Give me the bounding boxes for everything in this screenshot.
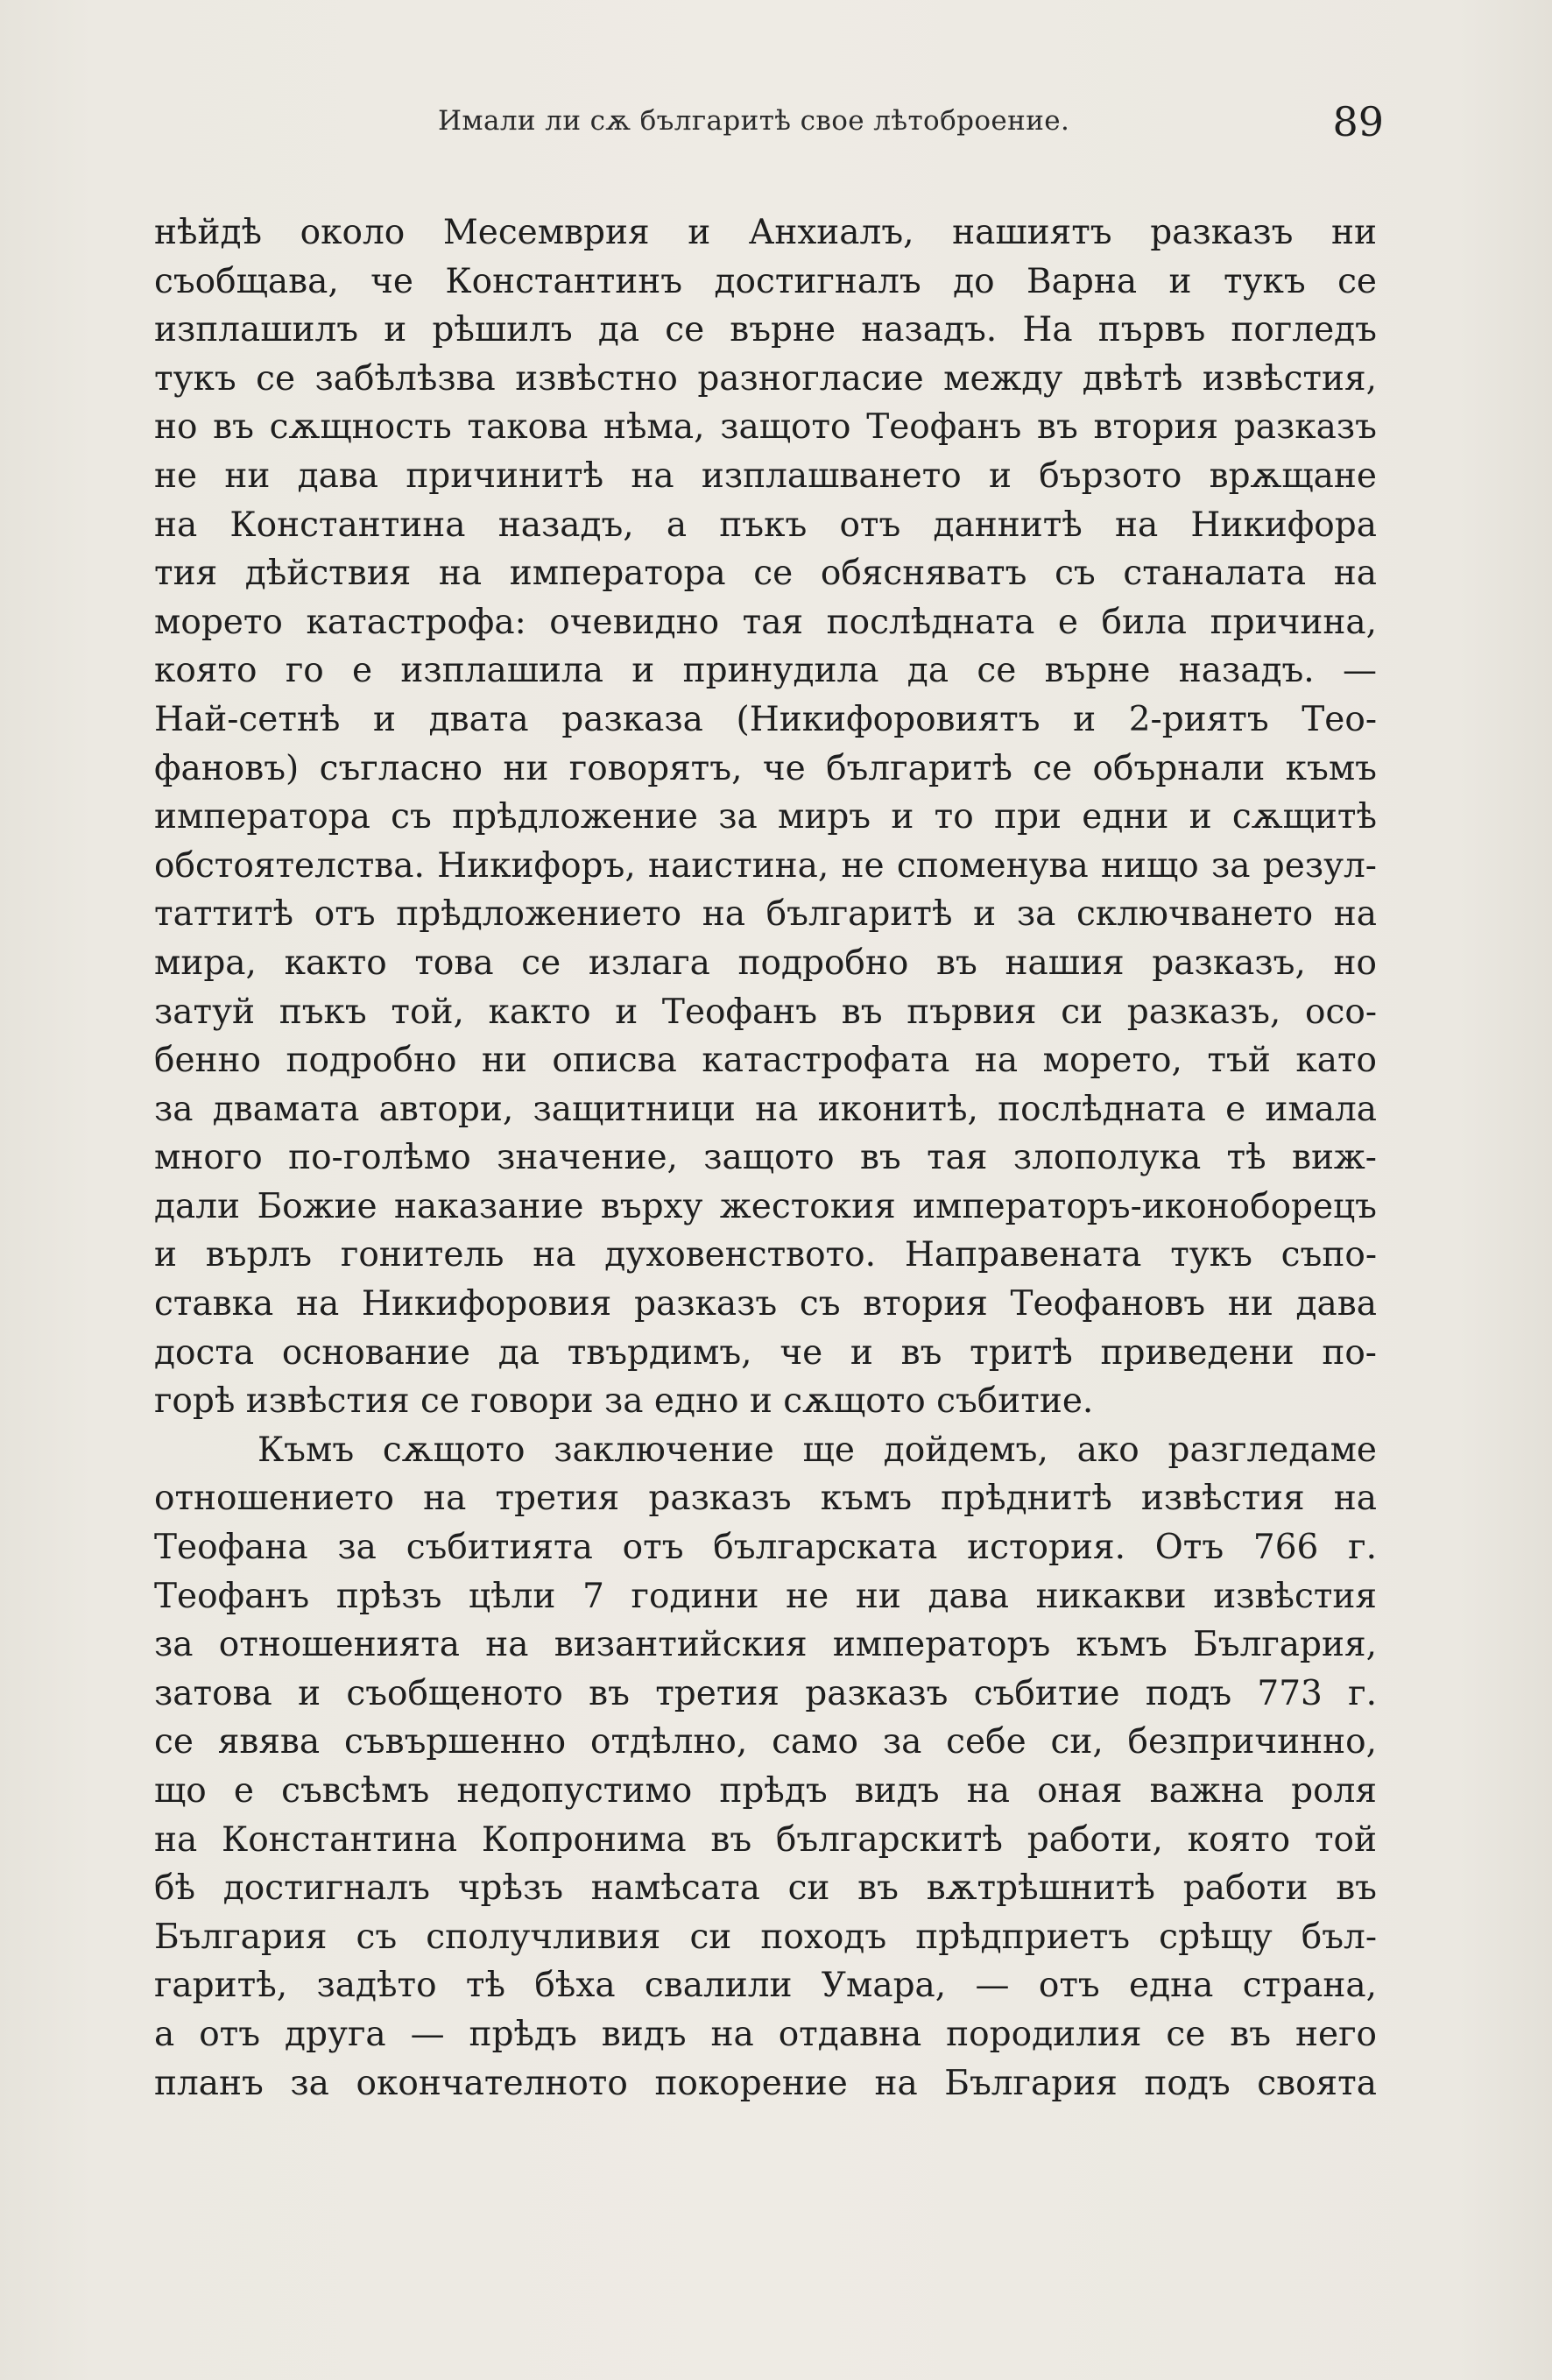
- text-line: България съ сполучливия си походъ прѣдприетъ срѣщу бъл-: [154, 1917, 1377, 1957]
- running-title: Имали ли сѫ българитѣ свое лѣтоброение.: [438, 105, 1070, 137]
- text-line: дали Божие наказание върху жестокия императоръ-иконоборецъ: [154, 1186, 1377, 1226]
- text-line: Най-сетнѣ и двата разказа (Никифоровиятъ и 2-риятъ Тео-: [154, 699, 1377, 739]
- text-line: съобщава, че Константинъ достигналъ до Варна и тукъ се: [154, 261, 1377, 301]
- text-line: мира, както това се излага подробно въ нашия разказъ, но: [154, 943, 1377, 983]
- text-line: Теофанъ прѣзъ цѣли 7 години не ни дава никакви извѣстия: [154, 1576, 1377, 1616]
- text-line: бѣ достигналъ чрѣзъ намѣсата си въ вѫтрѣшнитѣ работи въ: [154, 1868, 1377, 1909]
- text-body: [154, 208, 1377, 2108]
- text-line: планъ за окончателното покорение на България подъ своята: [154, 2063, 1377, 2103]
- text-line: фановъ) съгласно ни говорятъ, че българитѣ се обърнали къмъ: [154, 748, 1377, 788]
- text-line: за отношенията на византийския императоръ къмъ България,: [154, 1625, 1377, 1665]
- text-line: императора съ прѣдложение за миръ и то при едни и сѫщитѣ: [154, 797, 1377, 837]
- text-line: тия дѣйствия на императора се обясняватъ съ станалата на: [154, 554, 1377, 594]
- text-line: се явява съвършенно отдѣлно, само за себе си, безпричинно,: [154, 1722, 1377, 1762]
- text-line: която го е изплашила и принудила да се върне назадъ. —: [154, 651, 1377, 691]
- text-line: не ни дава причинитѣ на изплашването и бързото врѫщане: [154, 456, 1377, 496]
- text-line: много по-голѣмо значение, защото въ тая злополука тѣ виж-: [154, 1138, 1377, 1178]
- paragraph: [154, 208, 1377, 1426]
- text-line: таттитѣ отъ прѣдложението на българитѣ и за сключването на: [154, 894, 1377, 935]
- text-line: затова и съобщеното въ третия разказъ събитие подъ 773 г.: [154, 1673, 1377, 1713]
- text-line: отношението на третия разказъ къмъ прѣднитѣ извѣстия на: [154, 1479, 1377, 1519]
- text-line: доста основание да твърдимъ, че и въ тритѣ приведени по-: [154, 1332, 1377, 1373]
- text-line: изплашилъ и рѣшилъ да се върне назадъ. На първъ погледъ: [154, 310, 1377, 350]
- text-line: ставка на Никифоровия разказъ съ втория Теофановъ ни дава: [154, 1284, 1377, 1324]
- page-header: [149, 98, 1393, 151]
- text-line: и върлъ гонитель на духовенството. Направената тукъ съпо-: [154, 1235, 1377, 1275]
- text-line: но въ сѫщность такова нѣма, защото Теофанъ въ втория разказъ: [154, 407, 1377, 448]
- text-line: Теофана за събитията отъ българската история. Отъ 766 г.: [154, 1528, 1377, 1568]
- text-line: на Константина Копронима въ българскитѣ работи, която той: [154, 1819, 1377, 1860]
- page-number: 89: [1332, 98, 1384, 145]
- text-line: горѣ извѣстия се говори за едно и сѫщото събитие.: [154, 1381, 1094, 1422]
- paragraph: [154, 1426, 1377, 2108]
- text-line: що е съвсѣмъ недопустимо прѣдъ видъ на оная важна роля: [154, 1771, 1377, 1811]
- text-line: на Константина назадъ, а пъкъ отъ даннитѣ на Никифора: [154, 505, 1377, 545]
- text-line: а отъ друга — прѣдъ видъ на отдавна породилия се въ него: [154, 2014, 1377, 2054]
- text-line: тукъ се забѣлѣзва извѣстно разногласие между двѣтѣ извѣстия,: [154, 358, 1377, 399]
- text-line: гаритѣ, задѣто тѣ бѣха свалили Умара, — отъ една страна,: [154, 1966, 1377, 2006]
- text-line: морето катастрофа: очевидно тая послѣдната е била причина,: [154, 602, 1377, 642]
- text-line: нѣйдѣ около Месемврия и Анхиалъ, нашиятъ разказъ ни: [154, 213, 1377, 252]
- text-line: затуй пъкъ той, както и Теофанъ въ първия си разказъ, осо-: [154, 992, 1377, 1032]
- text-line: бенно подробно ни описва катастрофата на морето, тъй като: [154, 1041, 1377, 1081]
- text-line: Къмъ сѫщото заключение ще дойдемъ, ако разгледаме: [257, 1430, 1377, 1470]
- text-line: обстоятелства. Никифоръ, наистина, не споменува нищо за резул-: [154, 845, 1377, 886]
- text-line: за двамата автори, защитници на иконитѣ, послѣдната е имала: [154, 1089, 1377, 1129]
